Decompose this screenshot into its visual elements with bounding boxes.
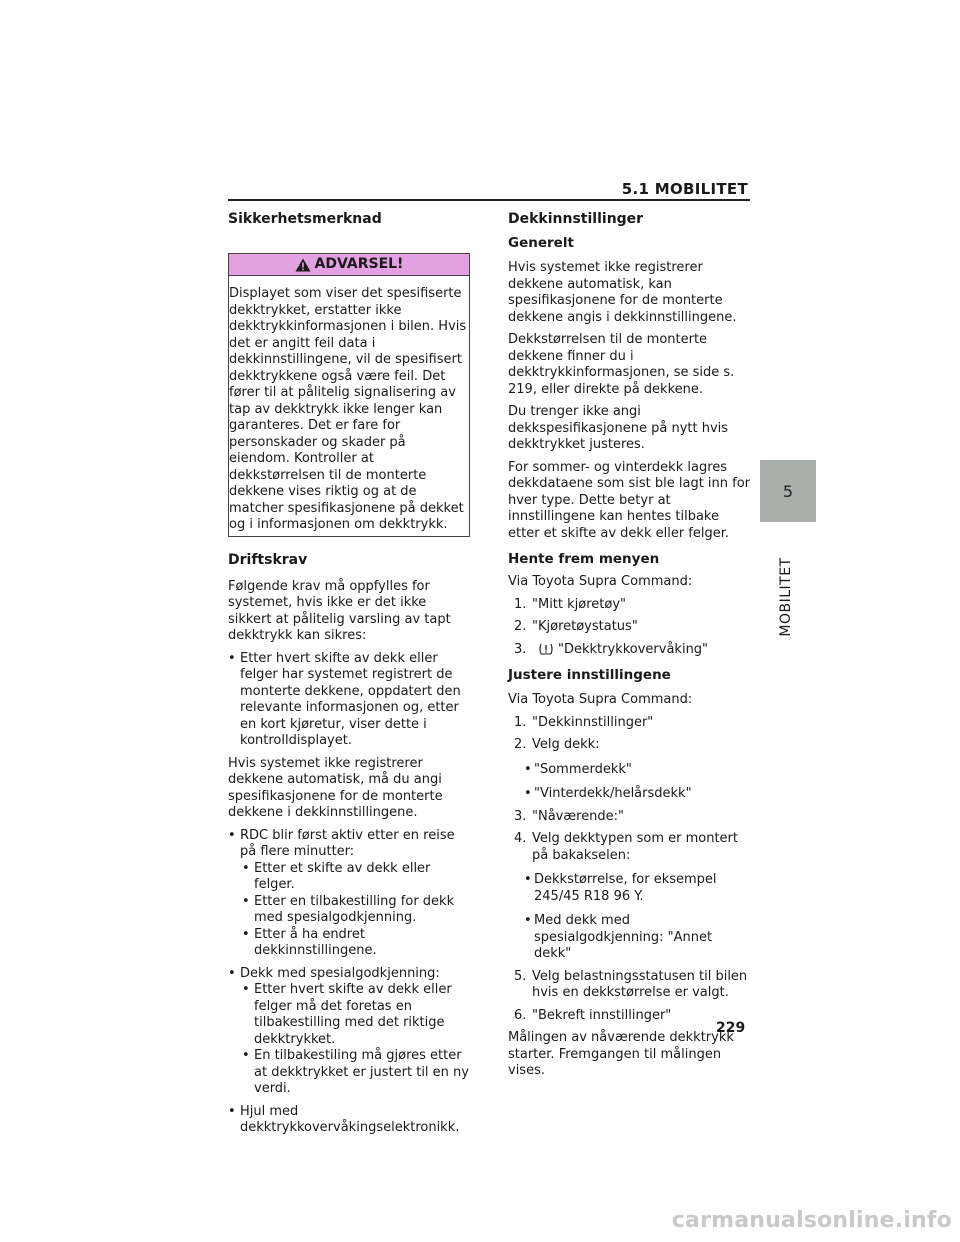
sub-list-item [228,861,470,894]
drift-intro: Følgende krav må oppfylles for systemet, hvis ikke er det ikke sikkert at pålitelig varsling av tapt dekktrykk kan sikres: [228,578,451,643]
menu-intro: Via Toyota Supra Command: [508,574,693,589]
step-text: "Bekreft innstillinger" [532,1007,672,1023]
list-item [228,651,470,750]
step-number: 5. [514,968,527,984]
step-number: 2. [514,737,527,752]
step-number: 3. [514,808,527,824]
list-item [228,1104,470,1137]
paragraph: For sommer- og vinterdekk lagres dekkdataene som sist ble lagt inn for hver type. Dette betyr at innstillingene kan hentes tilbake etter et skifte av dekk eller felger. [508,459,751,541]
sub-list-item [228,927,470,960]
adjust-step [508,715,752,732]
menu-step [508,619,752,636]
page-number: 229 [716,1020,746,1036]
step-number: 1. [514,596,527,612]
bullet-text: Dekk med spesialgodkjenning: [240,965,440,981]
bullet-text: RDC blir først aktiv etter en reise på flere minutter: [240,827,455,859]
section-title-driftskrav: Driftskrav [228,551,308,568]
step-number: 1. [514,714,527,730]
step-text: Velg dekk: [532,737,600,752]
header-rule [228,199,750,201]
paragraph: Hvis systemet ikke registrerer dekkene automatisk, kan spesifikasjonene for de monterte dekkene angis i dekkinnstillingene. [508,260,737,325]
adjust-step [508,809,752,826]
sub-list-item [508,913,752,963]
step-number: 6. [514,1007,527,1023]
sub-bullet-text: Etter hvert skifte av dekk eller felger må det foretas en tilbakestilling med det riktige dekktrykket. [254,982,452,1047]
bullet-text: Hjul med dekktrykkovervåkingselektronikk. [240,1103,460,1135]
sub-bullet-text: Med dekk med spesialgodkjenning: "Annet dekk" [534,913,713,961]
sub-bullet-text: Etter å ha endret dekkinnstillingene. [254,926,377,958]
warning-box [228,253,470,537]
sub-list-item [508,872,752,905]
adjust-step [508,969,752,1002]
adjust-step [508,737,752,754]
sub-list-item [228,894,470,927]
subsection-title-adjust: Justere innstillingene [508,667,671,683]
chapter-side-label [760,522,816,652]
paragraph: Målingen av nåværende dekktrykk starter. Fremgangen til målingen vises. [508,1030,734,1078]
paragraph: Dekkstørrelsen til de monterte dekkene finner du i dekktrykkinformasjonen, se side s. 219, eller direkte på dekkene. [508,332,735,397]
step-number: 2. [514,619,527,634]
bullet-text: Etter hvert skifte av dekk eller felger har systemet registrert de monterte dekkene, oppdatert den relevante informasjonen og, etter en kort kjøretur, viser dette i kontrolldisplayet. [240,650,461,748]
adjust-intro: Via Toyota Supra Command: [508,692,693,707]
sub-bullet-text: "Vinterdekk/helårsdekk" [534,786,692,801]
step-number: 4. [514,831,527,846]
sub-list-item [508,762,752,779]
step-text: "Kjøretøystatus" [532,619,638,634]
menu-step [508,642,752,659]
step-text: "Dekkinnstillinger" [532,714,654,730]
sub-list-item [228,1048,470,1098]
list-item [228,828,470,861]
subsection-title-generelt: Generelt [508,235,574,251]
sub-bullet-text: Etter en tilbakestilling for dekk med spesialgodkjenning. [254,893,455,925]
sub-bullet-text: En tilbakestiling må gjøres etter at dekktrykket er justert til en ny verdi. [254,1048,469,1096]
subsection-title-menu: Hente frem menyen [508,551,660,567]
step-number: 3. [514,641,527,657]
warning-triangle-icon [295,258,311,272]
running-header: 5.1 MOBILITET [621,180,748,198]
warning-header [229,254,469,276]
paragraph: Du trenger ikke angi dekkspesifikasjonene på nytt hvis dekktrykket justeres. [508,404,729,452]
sub-list-item [228,982,470,1048]
step-text: "Mitt kjøretøy" [532,596,627,612]
step-text: "Dekktrykkovervåking" [558,641,709,657]
chapter-number: 5 [782,481,794,501]
right-column [508,210,752,1080]
section-title-dekkinnstillinger: Dekkinnstillinger [508,211,644,227]
step-text: Velg dekktypen som er montert på bakakselen: [532,831,738,863]
warning-text: Displayet som viser det spesifiserte dekktrykket, erstatter ikke dekktrykkinformasjonen i bilen. Hvis det er angitt feil data i dekkinnstillingene, vil de spesifisert dekktrykkene også være feil. Det fører til at pålitelig signalisering av tap av dekktrykk ikke lenger kan garanteres. Det er fare for personskader og skader på eiendom. Kontroller at dekkstørrelsen til de monterte dekkene vises riktig og at de matcher spesifikasjonene på dekket og i informasjonen om dekktrykk. [229,286,467,532]
section-title-safety: Sikkerhetsmerknad [228,211,382,227]
step-text: Velg belastningsstatusen til bilen hvis en dekkstørrelse er valgt. [532,968,748,1000]
adjust-step [508,831,752,864]
left-column [228,210,470,1137]
tire-pressure-warning-icon [538,642,554,656]
sub-bullet-text: Etter et skifte av dekk eller felger. [254,860,431,892]
list-item [228,966,470,983]
menu-step [508,597,752,614]
sub-bullet-text: "Sommerdekk" [534,761,632,777]
paragraph: Hvis systemet ikke registrerer dekkene automatisk, må du angi spesifikasjonene for de monterte dekkene i dekkinnstillingene. [228,755,443,820]
step-text-with-icon [532,642,752,659]
chapter-label: MOBILITET [778,557,794,637]
warning-title: ADVARSEL! [314,256,404,273]
chapter-tab [760,460,816,522]
watermark: carmanualsonline.info [671,1208,952,1233]
step-text: "Nåværende:" [532,808,625,824]
sub-list-item [508,786,752,803]
sub-bullet-text: Dekkstørrelse, for eksempel 245/45 R18 96 Y. [534,872,717,904]
